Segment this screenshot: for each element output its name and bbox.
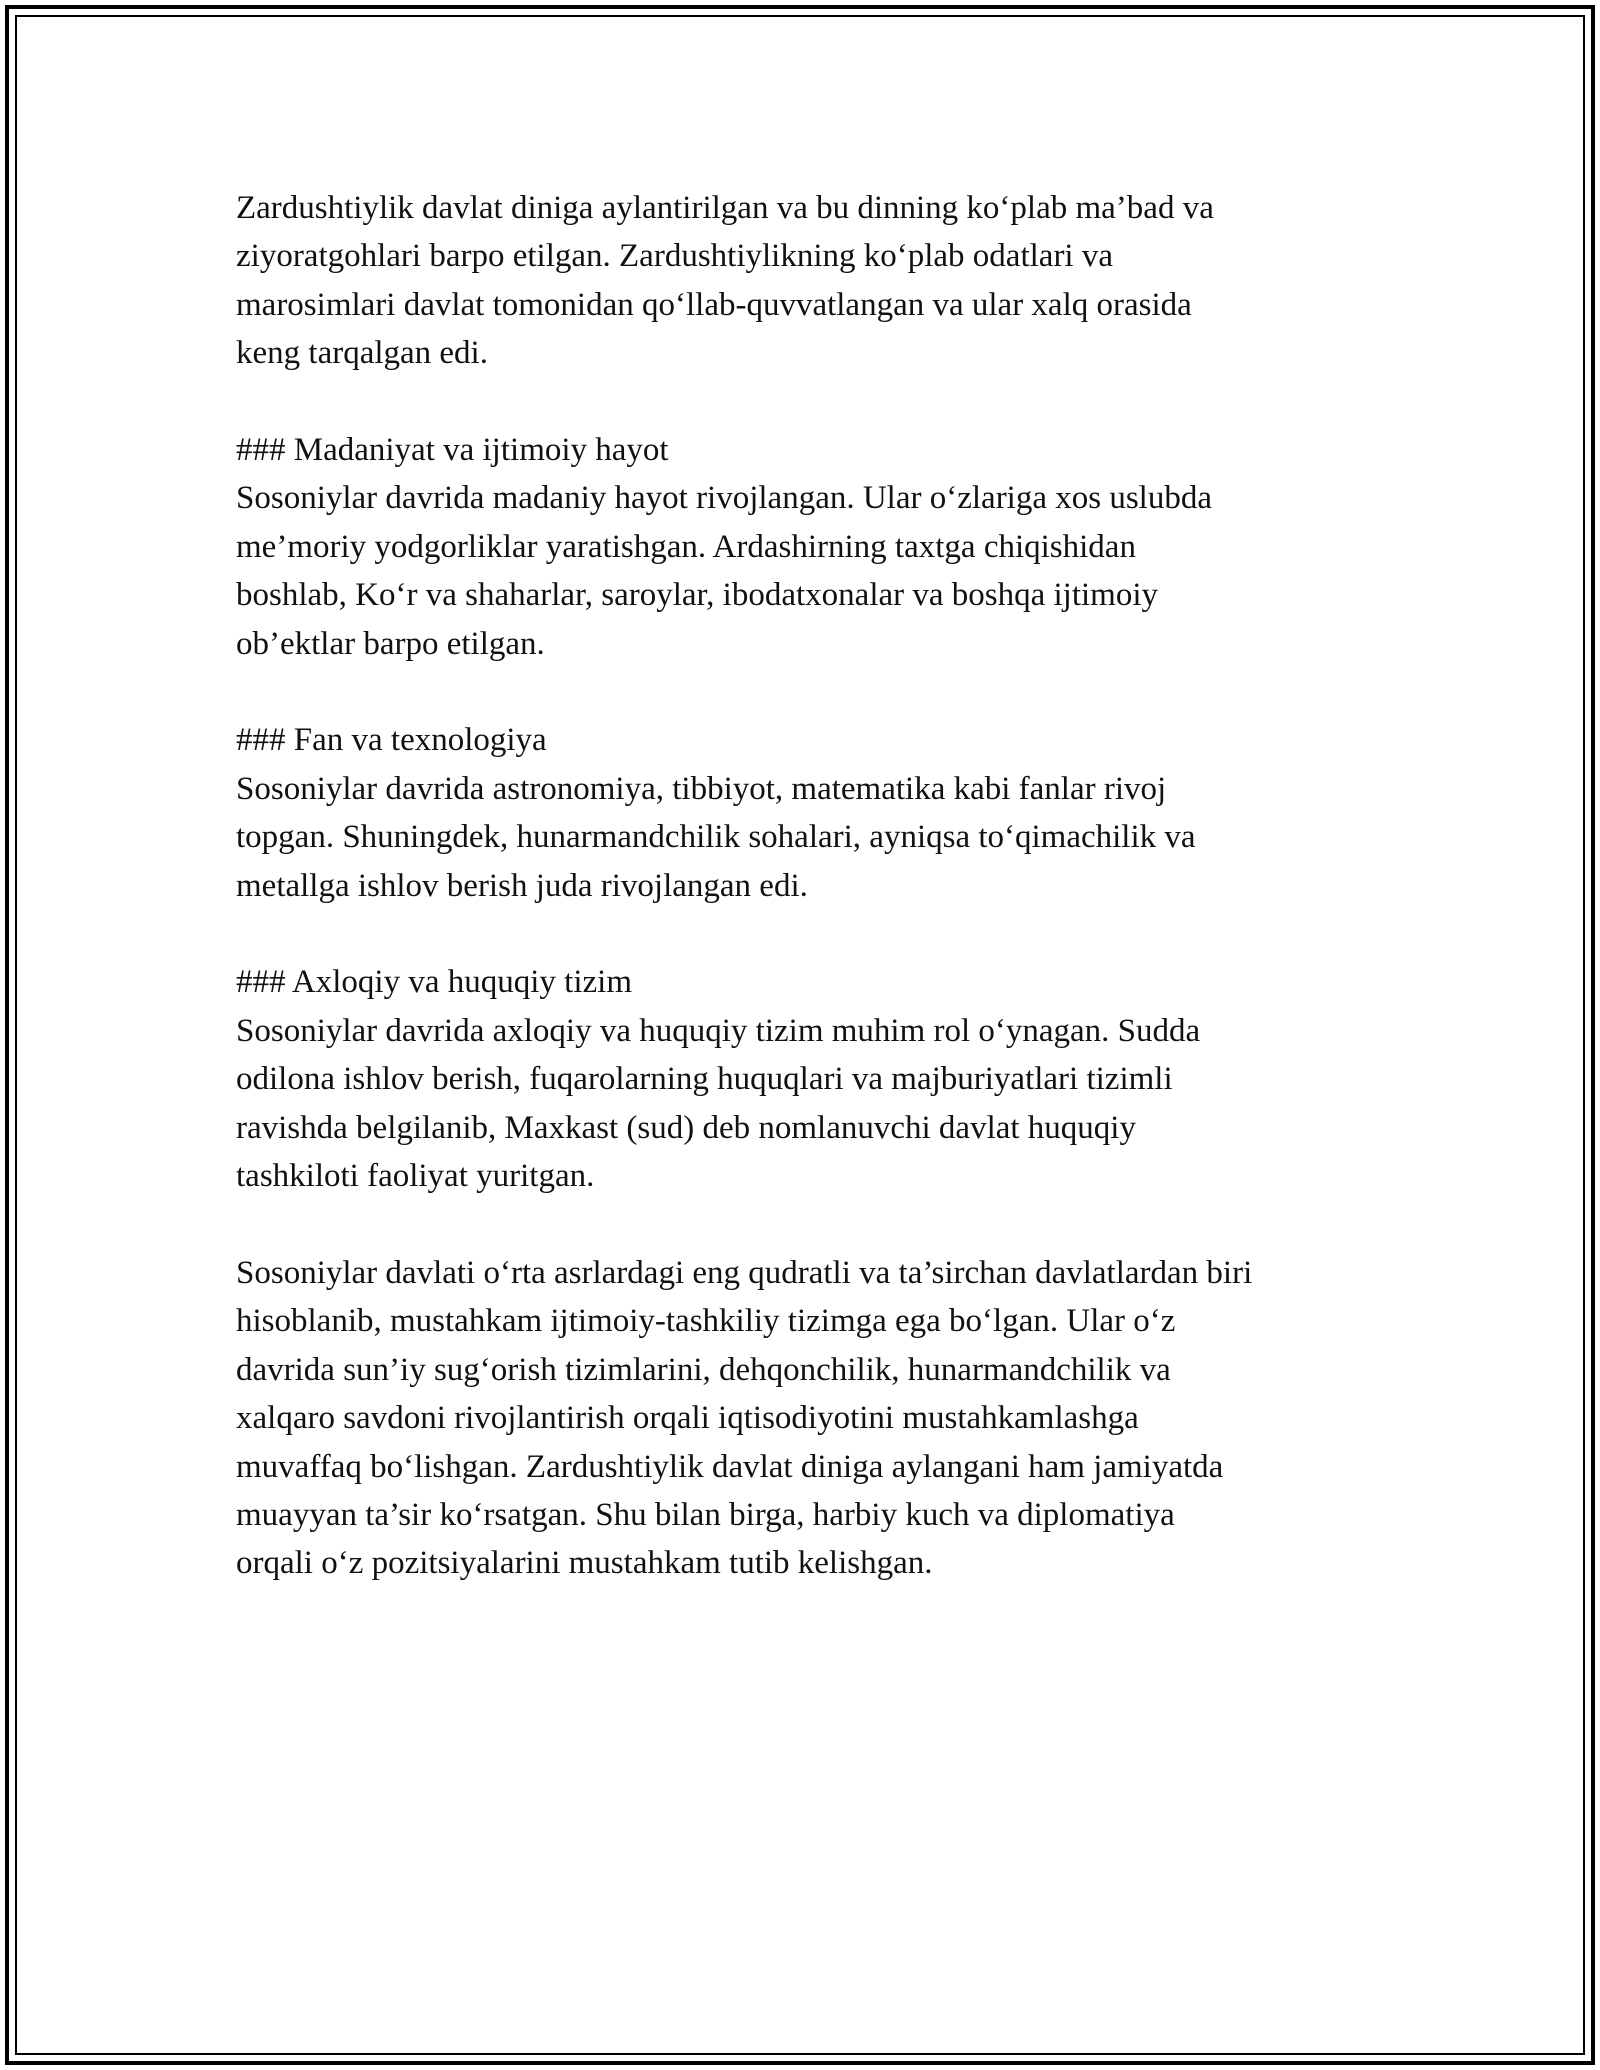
intro-paragraph [236,184,1416,378]
text-line: xalqaro savdoni rivojlantirish orqali iqtisodiyotini mustahkamlashga [236,1400,1139,1437]
text-line: muvaffaq bo‘lishgan. Zardushtiylik davlat diniga aylangani ham jamiyatda [236,1448,1224,1485]
text-line: Sosoniylar davrida axloqiy va huquqiy tizim muhim rol o‘ynagan. Sudda [236,1012,1201,1049]
section-culture [236,426,1416,668]
text-line: me’moriy yodgorliklar yaratishgan. Ardashirning taxtga chiqishidan [236,528,1136,565]
text-line: Sosoniylar davlati o‘rta asrlardagi eng qudratli va ta’sirchan davlatlardan biri [236,1254,1253,1291]
conclusion-paragraph [236,1249,1416,1588]
text-line: ob’ektlar barpo etilgan. [236,625,545,662]
document-body [236,184,1416,1636]
text-line: odilona ishlov berish, fuqarolarning huquqlari va majburiyatlari tizimli [236,1061,1173,1098]
section-heading: ### Madaniyat va ijtimoiy hayot [236,432,669,469]
text-line: muayyan ta’sir ko‘rsatgan. Shu bilan birga, harbiy kuch va diplomatiya [236,1496,1175,1533]
text-line: Zardushtiylik davlat diniga aylantirilgan va bu dinning ko‘plab ma’bad va [236,190,1214,226]
section-science [236,716,1416,910]
text-line: keng tarqalgan edi. [236,335,488,372]
text-line: metallga ishlov berish juda rivojlangan edi. [236,867,808,904]
text-line: orqali o‘z pozitsiyalarini mustahkam tutib kelishgan. [236,1545,933,1582]
text-line: ravishda belgilanib, Maxkast (sud) deb nomlanuvchi davlat huquqiy [236,1109,1136,1146]
text-line: Sosoniylar davrida madaniy hayot rivojlangan. Ular o‘zlariga xos uslubda [236,480,1212,517]
text-line: tashkiloti faoliyat yuritgan. [236,1158,595,1195]
text-line: hisoblanib, mustahkam ijtimoiy-tashkiliy tizimga ega bo‘lgan. Ular o‘z [236,1303,1176,1340]
section-law [236,958,1416,1200]
section-heading: ### Axloqiy va huquqiy tizim [236,964,632,1001]
text-line: topgan. Shuningdek, hunarmandchilik sohalari, ayniqsa to‘qimachilik va [236,819,1196,856]
text-line: davrida sun’iy sug‘orish tizimlarini, dehqonchilik, hunarmandchilik va [236,1351,1171,1388]
text-line: boshlab, Ko‘r va shaharlar, saroylar, ibodatxonalar va boshqa ijtimoiy [236,577,1159,614]
text-line: marosimlari davlat tomonidan qo‘llab-quvvatlangan va ular xalq orasida [236,286,1192,323]
text-line: Sosoniylar davrida astronomiya, tibbiyot, matematika kabi fanlar rivoj [236,770,1167,807]
text-line: ziyoratgohlari barpo etilgan. Zardushtiylikning ko‘plab odatlari va [236,238,1113,275]
section-heading: ### Fan va texnologiya [236,722,547,759]
